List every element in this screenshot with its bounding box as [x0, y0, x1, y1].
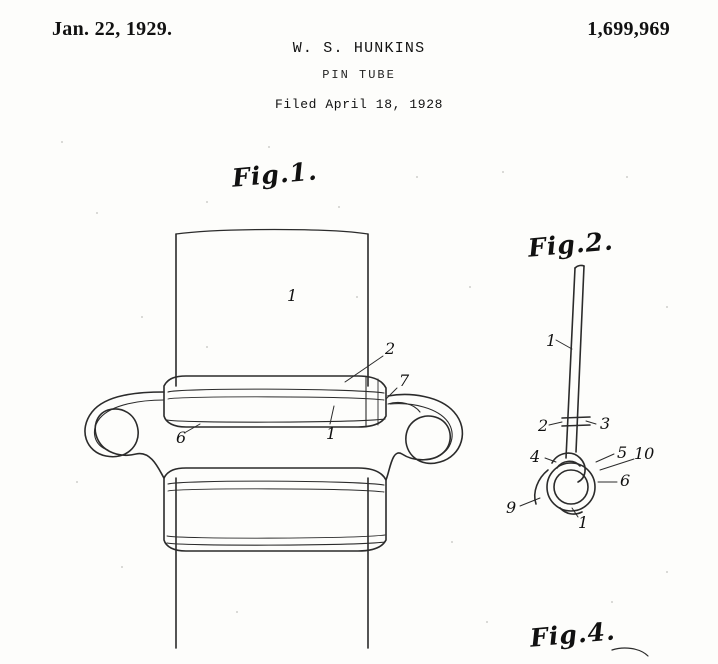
fig1-upper-band: [164, 376, 386, 427]
numeral-fig2-3: 3: [600, 414, 611, 433]
fig1-left-wire-loop: [85, 392, 164, 478]
numeral-fig2-1b: 1: [578, 513, 589, 532]
fig1-leaders: [186, 356, 397, 432]
numeral-fig2-6: 6: [620, 471, 631, 490]
numeral-fig2-10: 10: [634, 444, 655, 463]
numeral-fig1-1a: 1: [287, 286, 298, 305]
numeral-fig2-9: 9: [506, 498, 517, 517]
fig1-right-wire-loop: [386, 395, 462, 480]
numeral-fig2-5: 5: [617, 443, 628, 462]
figure-2-caption: Fig.2.: [526, 226, 615, 263]
filing-date: Filed April 18, 1928: [274, 97, 444, 112]
numeral-fig1-2: 2: [385, 339, 396, 358]
numeral-fig1-1b: 1: [326, 424, 337, 443]
fig1-lower-band: [164, 468, 386, 551]
fig4-partial: [612, 648, 648, 656]
numeral-fig2-2: 2: [538, 416, 549, 435]
publication-date: Jan. 22, 1929.: [52, 18, 173, 40]
inventor-name: W. S. HUNKINS: [292, 40, 426, 57]
invention-title: PIN TUBE: [322, 68, 396, 82]
figure-4-caption: Fig.4.: [528, 616, 617, 653]
fig2-pin: [535, 265, 595, 514]
numeral-fig1-6: 6: [176, 428, 187, 447]
numeral-fig2-1a: 1: [546, 331, 557, 350]
fig1-tube: [176, 230, 368, 649]
figure-1-caption: Fig.1.: [230, 156, 319, 193]
numeral-fig1-7: 7: [399, 371, 410, 390]
numeral-fig2-4: 4: [530, 447, 541, 466]
patent-number: 1,699,969: [587, 18, 670, 40]
